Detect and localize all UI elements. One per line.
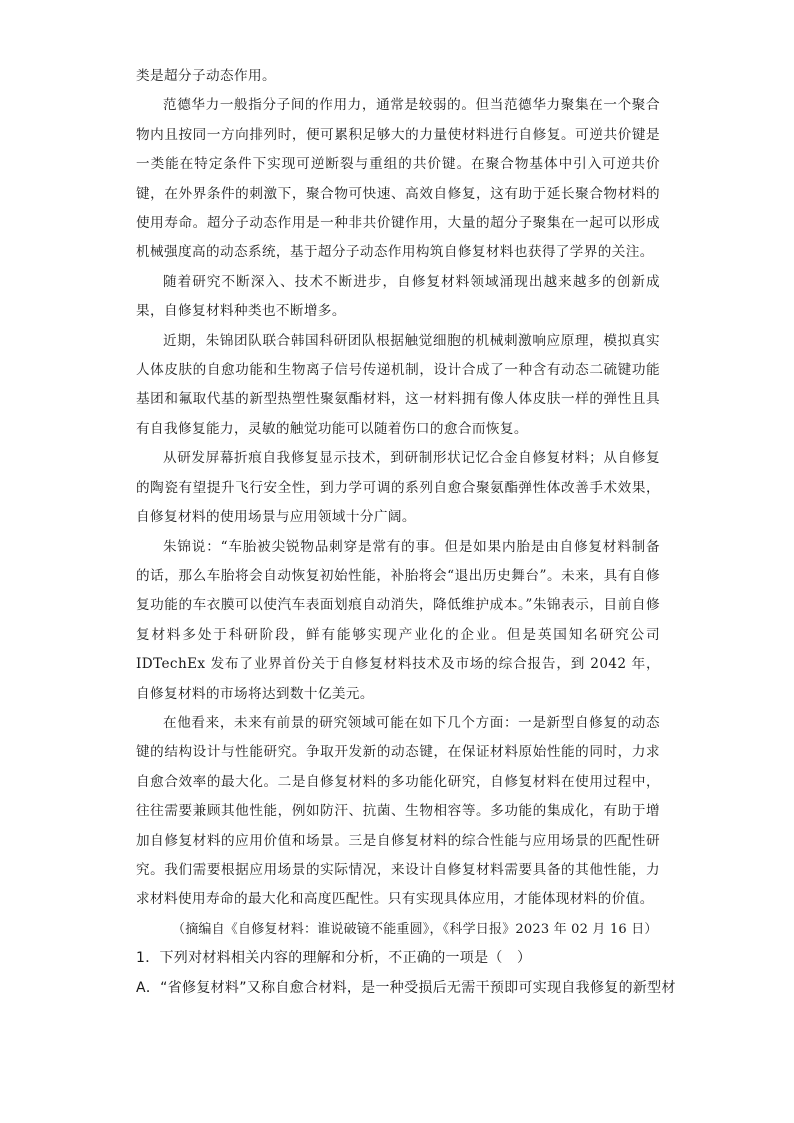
document-page xyxy=(136,62,676,1003)
paragraph-van-der-waals: 范德华力一般指分子间的作用力，通常是较弱的。但当范德华力聚集在一个聚合物内且按同一方向排列时，便可累积足够大的力量使材料进行自修复。可逆共价键是一类能在特定条件下实现可逆断裂与重组的共价键。在聚合物基体中引入可逆共价键，在外界条件的刺激下，聚合物可快速、高效自修复，这有助于延长聚合物材料的使用寿命。超分子动态作用是一种非共价键作用，大量的超分子聚集在一起可以形成机械强度高的动态系统，基于超分子动态作用构筑自修复材料也获得了学界的关注。 xyxy=(136,97,660,261)
paragraph-continued: 类是超分子动态作用。 xyxy=(136,68,276,84)
question-stem: 1．下列对材料相关内容的理解和分析，不正确的一项是（ ） xyxy=(136,950,532,967)
paragraph-future-directions: 在他看来，未来有前景的研究领域可能在如下几个方面：一是新型自修复的动态键的结构设计与性能研究。争取开发新的动态键，在保证材料原始性能的同时，力求自愈合效率的最大化。二是自修复材料的多功能化研究，自修复材料在使用过程中，往往需要兼顾其他性能，例如防汗、抗菌、生物相容等。多功能的集成化，有助于增加自修复材料的应用价值和场景。三是自修复材料的综合性能与应用场景的匹配性研究。我们需要根据应用场景的实际情况，来设计自修复材料需要具备的其他性能，力求材料使用寿命的最大化和高度匹配性。只有实现具体应用，才能体现材料的价值。 xyxy=(136,714,660,908)
paragraph-applications: 从研发屏幕折痕自我修复显示技术，到研制形状记忆合金自修复材料；从自修复的陶瓷有望提升飞行安全性，到力学可调的系列自愈合聚氨酯弹性体改善手术效果，自修复材料的使用场景与应用领域十分广阔。 xyxy=(136,450,660,526)
paragraph-quote: 朱锦说：“车胎被尖锐物品刺穿是常有的事。但是如果内胎是由自修复材料制备的话，那么车胎将会自动恢复初始性能，补胎将会“退出历史舞台”。未来，具有自修复功能的车衣膜可以使汽车表面划痕自动消失，降低维护成本。”朱锦表示，目前自修复材料多处于科研阶段，鲜有能够实现产业化的企业。但是英国知名研究公司 IDTechEx 发布了业界首份关于自修复材料技术及市场的综合报告，到 2042 年，自修复材料的市场将达到数十亿美元。 xyxy=(136,538,660,702)
question-option-a: A．“省修复材料”又称自愈合材料，是一种受损后无需干预即可实现自我修复的新型材 xyxy=(136,979,676,996)
source-citation: （摘编自《自修复材料：谁说破镜不能重圆》，《科学日报》2023 年 02 月 16 日） xyxy=(172,921,658,937)
paragraph-recent-work: 近期，朱锦团队联合韩国科研团队根据触觉细胞的机械刺激响应原理，模拟真实人体皮肤的自愈功能和生物离子信号传递机制，设计合成了一种含有动态二硫键功能基团和氟取代基的新型热塑性聚氨酯材料，这一材料拥有像人体皮肤一样的弹性且具有自我修复能力，灵敏的触觉功能可以随着伤口的愈合而恢复。 xyxy=(136,332,660,437)
paragraph-research-progress: 随着研究不断深入、技术不断进步，自修复材料领域涌现出越来越多的创新成果，自修复材料种类也不断增多。 xyxy=(136,273,660,320)
